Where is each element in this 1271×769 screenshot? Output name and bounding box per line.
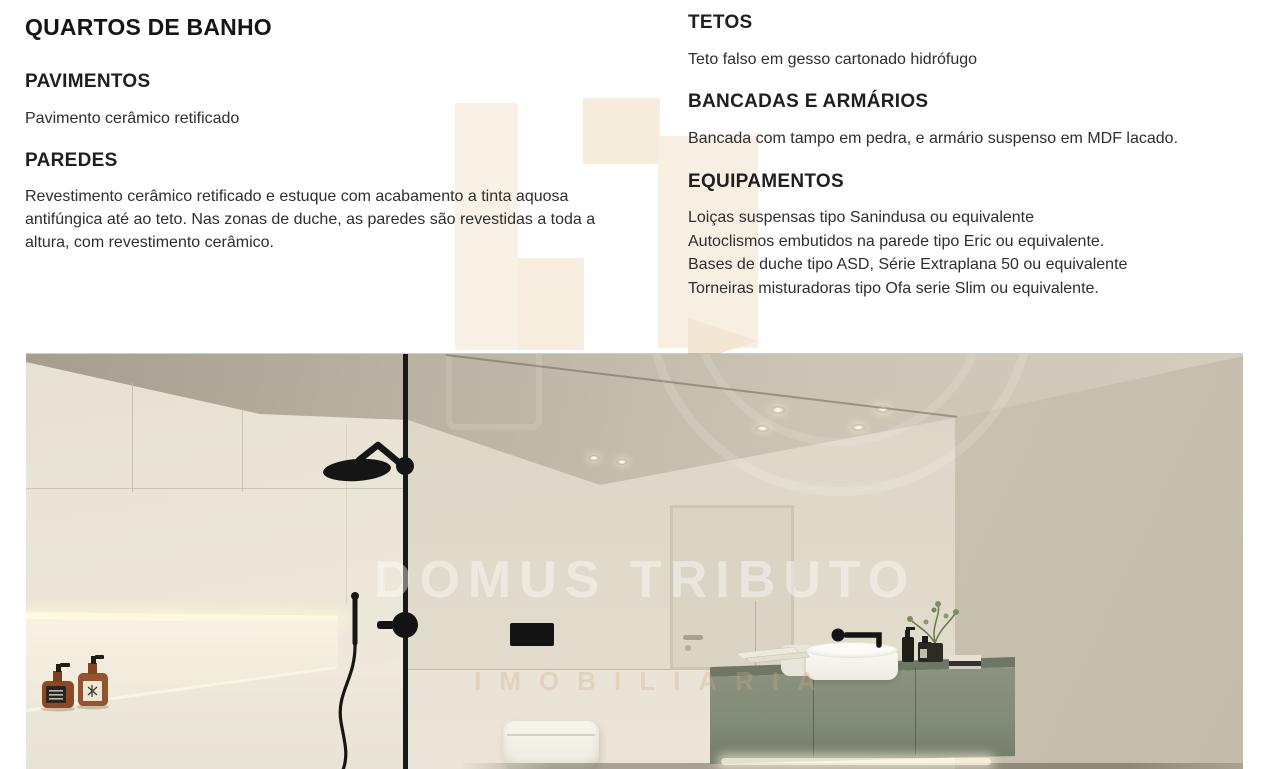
plant bbox=[907, 601, 959, 662]
section-heading-equipamentos: EQUIPAMENTOS bbox=[688, 171, 844, 192]
amber-bottles bbox=[41, 655, 109, 712]
shower-valve bbox=[377, 612, 418, 638]
hand-shower bbox=[340, 592, 359, 769]
section-body-bancadas: Bancada com tampo em pedra, e armário suspenso em MDF lacado. bbox=[688, 130, 1179, 147]
equipment-list bbox=[688, 206, 1127, 300]
logo-watermark-shape bbox=[518, 258, 584, 350]
towel-stack bbox=[949, 655, 981, 669]
equipment-line: Bases de duche tipo ASD, Série Extraplana 50 ou equivalente bbox=[688, 256, 1128, 274]
section-heading-paredes: PAREDES bbox=[25, 150, 118, 171]
equipment-line: Torneiras misturadoras tipo Ofa serie Slim ou equivalente. bbox=[688, 279, 1099, 297]
rain-shower-head bbox=[322, 445, 414, 483]
bathroom-photo bbox=[26, 353, 1243, 769]
page-title: QUARTOS DE BANHO bbox=[25, 14, 272, 40]
equipment-line: Autoclismos embutidos na parede tipo Eric ou equivalente. bbox=[688, 232, 1105, 250]
equipment-line: Loiças suspensas tipo Sanindusa ou equivalente bbox=[688, 209, 1035, 226]
tagline-watermark-text: IMOBILIÁRIA bbox=[474, 666, 834, 696]
section-heading-pavimentos: PAVIMENTOS bbox=[25, 71, 151, 92]
brand-watermark-text: DOMUS TRIBUTO bbox=[373, 551, 917, 609]
section-heading-tetos: TETOS bbox=[688, 12, 753, 33]
countertop-papers bbox=[737, 647, 810, 663]
section-heading-bancadas: BANCADAS E ARMÁRIOS bbox=[688, 91, 929, 112]
section-body-tetos: Teto falso em gesso cartonado hidrófugo bbox=[688, 51, 978, 68]
wall-faucet bbox=[832, 629, 880, 646]
section-body-paredes: Revestimento cerâmico retificado e estuque com acabamento a tinta aquosa antifúngica até ao teto. Nas zonas de duche, as paredes são revestidas a toda a altura, com revestimento cerâmico. bbox=[25, 188, 596, 251]
section-body-pavimentos: Pavimento cerâmico retificado bbox=[25, 110, 240, 127]
